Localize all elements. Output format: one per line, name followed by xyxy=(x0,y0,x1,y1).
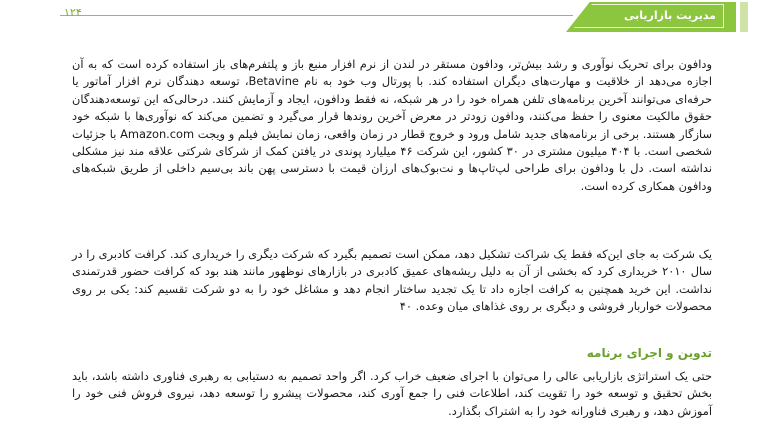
paragraph-vodafone: ودافون برای تحریک نوآوری و رشد بیش‌تر، ودافون مستقر در لندن از نرم افزار منبع باز و پلتفرم‌های باز استفاده کرده است که به آن اجازه می‌دهد از خلاقیت و مهارت‌های دیگران استفاده کند. با پورتال وب خود به نام Betavine، توسعه دهندگان نرم افزار آماتور یا حرفه‌ای می‌توانند آخرین برنامه‌های تلفن همراه خود را در هر شبکه، نه فقط ودافون، ایجاد و آزمایش کنند. درحالی‌که این توسعه‌دهندگان حقوق مالکیت معنوی را حفظ می‌کنند، ودافون زودتر در معرض آخرین روندها قرار می‌گیرد و تضمین می‌کند که نوآوری‌ها با شبکه خود سازگار هستند. برخی از برنامه‌های جدید شامل ورود و خروج قطار در زمان واقعی، زمان نمایش فیلم و ویجت Amazon.com با جزئیات شخصی است. با ۴۰۴ میلیون مشتری در ۳۰ کشور، این شرکت ۴۶ میلیارد پوندی در یافتن کمک از شرکای شرکتی علاقه مند نیز مشکلی نداشته است. دل با ودافون برای طراحی لپ‌تاپ‌ها و نت‌بوک‌های ارزان قیمت با دسترسی پهن باند بی‌سیم داخلی از طریق شبکه‌های ودافون همکاری کرده است. xyxy=(72,57,713,193)
header-corner-block xyxy=(740,2,748,32)
chapter-title: مدیریت بازاریابی xyxy=(624,9,716,22)
page-number: ۱۲۴ xyxy=(64,6,82,19)
paragraph-program-formulation: حتی یک استراتژی بازاریابی عالی را می‌توان با اجرای ضعیف خراب کرد. اگر واحد تصمیم به دستیابی به رهبری فناوری داشته باشد، باید بخش تحقیق و توسعه خود را تقویت کند، اطلاعات فنی را جمع آوری کند، محصولات پیشرو را توسعه دهد، نیروی فروش فنی خود را آموزش دهد، و رهبری فناورانه خود را به اشتراک بگذارد. xyxy=(72,369,712,418)
section-heading: تدوین و اجرای برنامه xyxy=(586,346,712,360)
header-rule xyxy=(60,15,573,16)
paragraph-kraft-cadbury: یک شرکت به جای این‌که فقط یک شراکت تشکیل دهد، ممکن است تصمیم بگیرد که شرکت دیگری را خریداری کند. کرافت کادبری را در سال ۲۰۱۰ خریداری کرد که بخشی از آن به دلیل ریشه‌های عمیق کادبری در بازارهای نوظهور مانند هند بود که کرافت حضور قدرتمندی نداشت. این خرید همچنین به کرافت اجازه داد تا یک تجدید ساختار انجام دهد و مشاغل خود را به دو شرکت تقسیم کند: یکی بر روی محصولات خواربار فروشی و دیگری بر روی غذاهای میان وعده. ۴۰ xyxy=(72,247,712,314)
